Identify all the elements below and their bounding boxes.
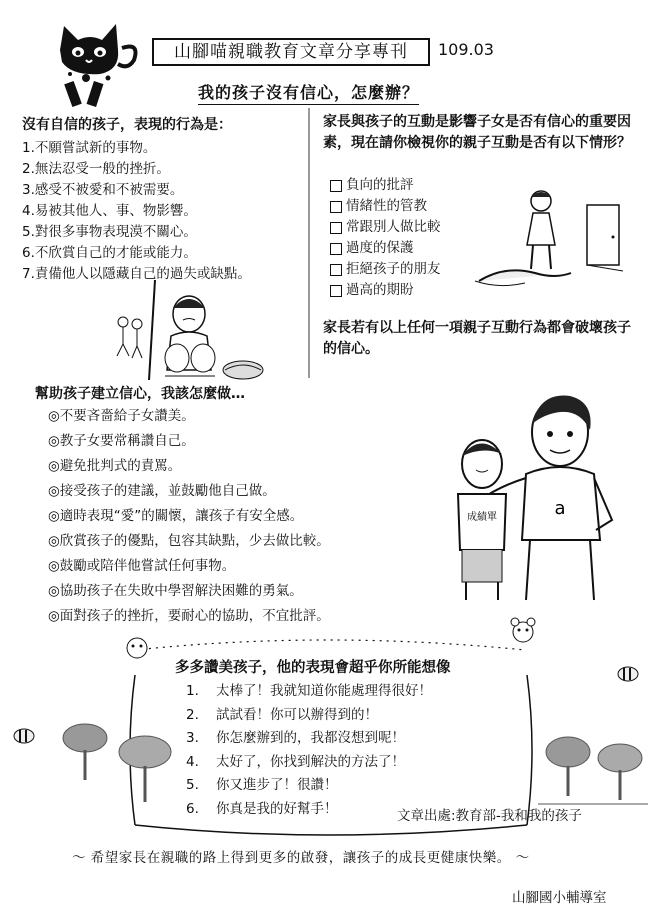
checklist-item[interactable]: 常跟別人做比較 <box>330 217 441 238</box>
footer-office: 山腳國小輔導室 <box>512 890 607 906</box>
list-item: ◎避免批判式的責罵。 <box>48 458 182 474</box>
sad-child-illustration <box>105 280 275 390</box>
parent-check-intro: 家長與孩子的互動是影響子女是否有信心的重要因素，現在請你檢視你的親子互動是否有以下情形？ <box>323 114 631 151</box>
checkbox[interactable] <box>330 201 342 213</box>
list-item: 2. 試試看！你可以辦得到的！ <box>186 706 378 723</box>
list-item: 1. 太棒了！我就知道你能處理得很好！ <box>186 683 432 699</box>
list-item: 5. 你又進步了！很讚！ <box>186 777 338 793</box>
list-item: 3. 你怎麼辦到的，我都沒想到呢！ <box>186 730 405 746</box>
publication-title: 山腳喵親職教育文章分享專刊 <box>152 38 430 66</box>
issue-number: 109.03 <box>438 40 494 59</box>
checkbox[interactable] <box>330 264 342 276</box>
bee-icon <box>10 722 40 746</box>
column-divider <box>308 108 312 378</box>
low-confidence-heading: 沒有自信的孩子，表現的行為是： <box>22 117 232 133</box>
list-item: 6.不欣賞自己的才能或能力。 <box>22 245 197 261</box>
build-confidence-list <box>48 404 330 629</box>
article-title: 我的孩子沒有信心，怎麼辦？ <box>198 80 419 105</box>
article-source: 文章出處:教育部-我和我的孩子 <box>397 808 582 824</box>
list-item: ◎鼓勵或陪伴他嘗試任何事物。 <box>48 558 236 574</box>
trees-illustration <box>55 720 185 810</box>
checklist-item[interactable]: 負向的批評 <box>330 175 441 196</box>
melting-child-illustration <box>475 185 645 295</box>
checkbox[interactable] <box>330 243 342 255</box>
trees-illustration <box>538 730 648 810</box>
shirt-letter: a <box>554 498 566 519</box>
list-item: ◎接受孩子的建議，並鼓勵他自己做。 <box>48 483 276 499</box>
shirt-text: 成績單 <box>467 512 497 523</box>
list-item: ◎適時表現“愛”的關懷，讓孩子有安全感。 <box>48 508 304 524</box>
cat-mascot-icon <box>50 12 150 112</box>
parent-checklist <box>330 175 441 301</box>
praise-title: 多多讚美孩子，他的表現會超乎你所能想像 <box>175 660 451 676</box>
checklist-item[interactable]: 拒絕孩子的朋友 <box>330 259 441 280</box>
parent-check-note: 家長若有以上任何一項親子互動行為都會破壞孩子的信心。 <box>323 320 631 357</box>
low-confidence-list <box>22 138 251 285</box>
parent-child-illustration <box>440 390 630 600</box>
list-item: 4.易被其他人、事、物影響。 <box>22 203 197 219</box>
checkbox[interactable] <box>330 180 342 192</box>
build-confidence-heading: 幫助孩子建立信心，我該怎麼做… <box>35 386 245 402</box>
list-item: ◎教子女要常稱讚自己。 <box>48 433 195 449</box>
list-item: 2.無法忍受一般的挫折。 <box>22 161 170 177</box>
list-item: 1.不願嘗試新的事物。 <box>22 140 157 156</box>
list-item: ◎不要吝嗇給子女讚美。 <box>48 408 195 424</box>
list-item: 6. 你真是我的好幫手！ <box>186 800 338 817</box>
list-item: ◎協助孩子在失敗中學習解決困難的勇氣。 <box>48 583 303 599</box>
list-item: 4. 太好了，你找到解決的方法了！ <box>186 753 405 770</box>
list-item: 5.對很多事物表現漠不關心。 <box>22 224 197 240</box>
list-item: 3.感受不被愛和不被需要。 <box>22 182 184 198</box>
list-item: ◎欣賞孩子的優點，包容其缺點，少去做比較。 <box>48 533 330 549</box>
list-item: ◎面對孩子的挫折，要耐心的協助，不宜批評。 <box>48 608 330 624</box>
praise-list <box>186 680 432 821</box>
list-item: 7.責備他人以隱藏自己的過失或缺點。 <box>22 266 251 282</box>
checklist-item[interactable]: 情緒性的管教 <box>330 196 441 217</box>
checklist-item[interactable]: 過高的期盼 <box>330 280 441 301</box>
closing-message: ～ 希望家長在親職的路上得到更多的啟發，讓孩子的成長更健康快樂。 ～ <box>72 850 530 866</box>
checklist-item[interactable]: 過度的保護 <box>330 238 441 259</box>
bee-icon <box>614 660 644 684</box>
checkbox[interactable] <box>330 222 342 234</box>
checkbox[interactable] <box>330 285 342 297</box>
